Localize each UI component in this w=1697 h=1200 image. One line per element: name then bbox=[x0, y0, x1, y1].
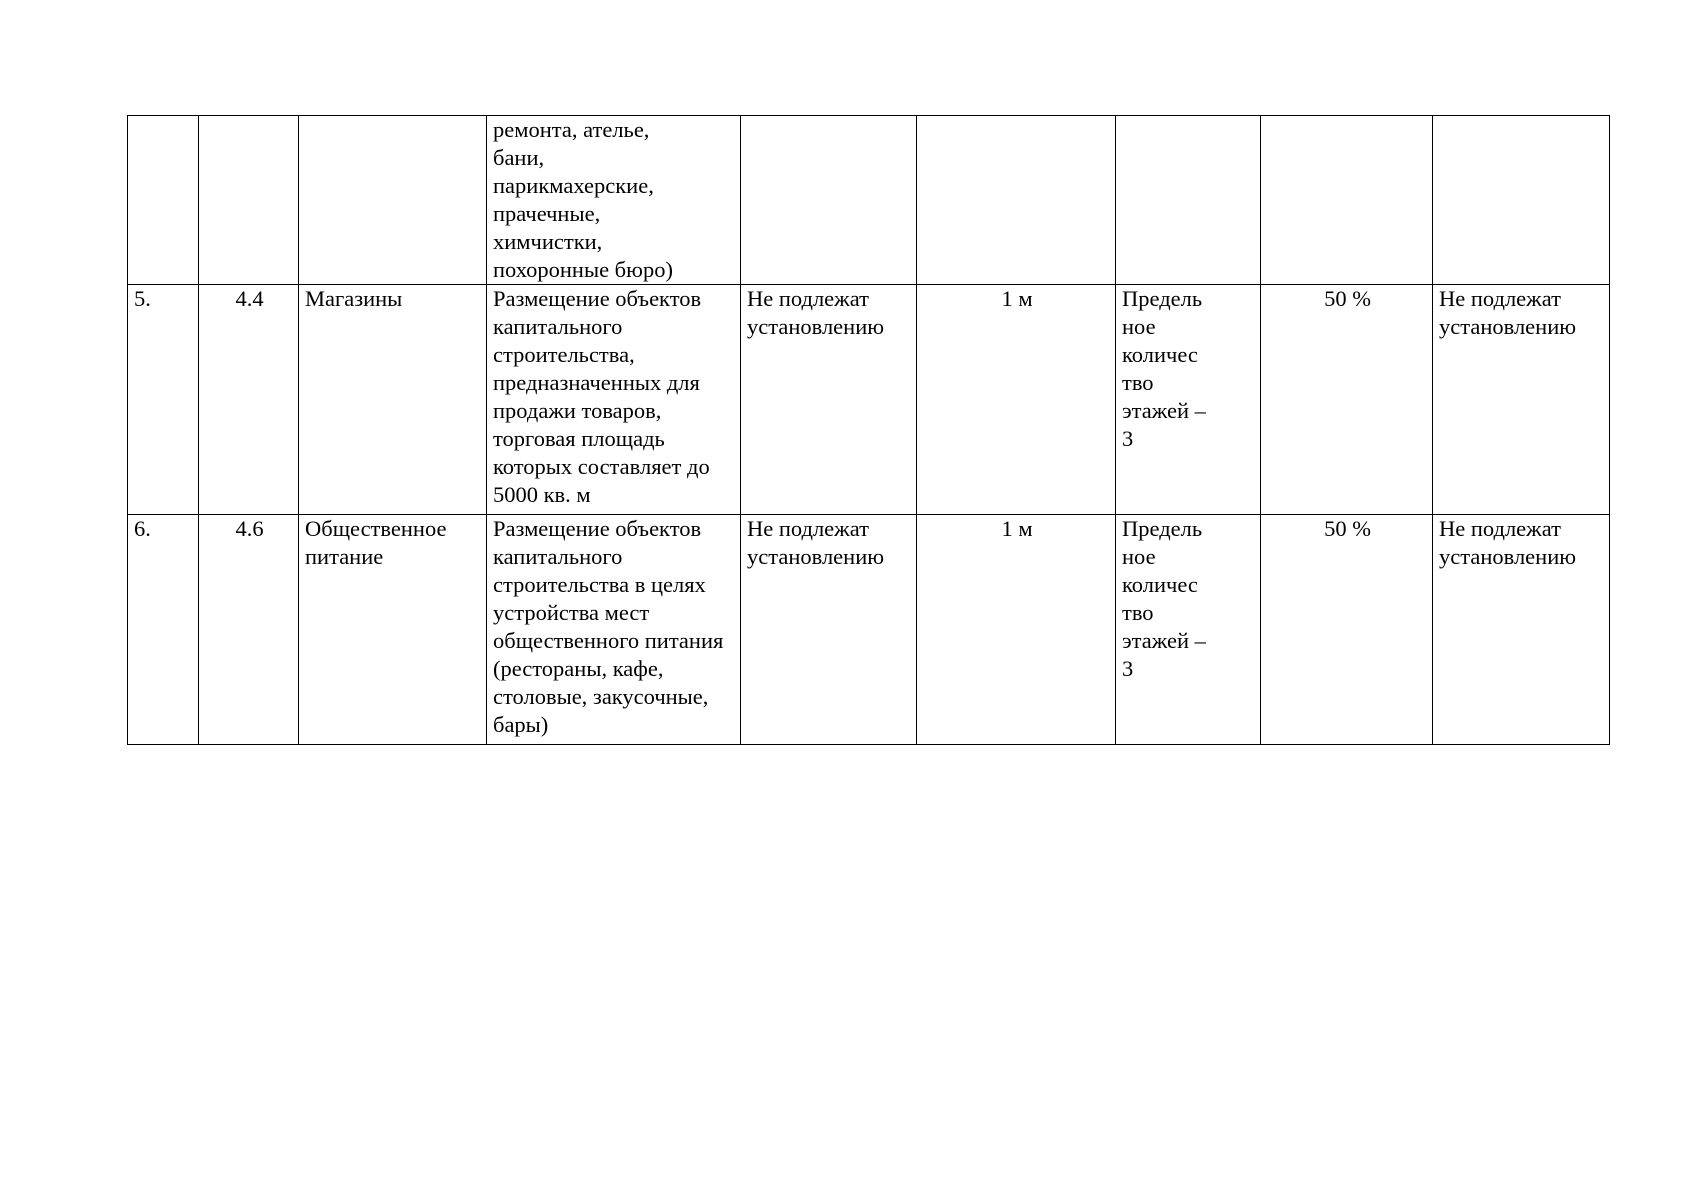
min-area-cell: Не подлежат установлению bbox=[741, 515, 917, 745]
regulations-table bbox=[127, 115, 1610, 745]
use-name-cell: Общественное питание bbox=[299, 515, 487, 745]
use-name-cell bbox=[299, 116, 487, 285]
table-row bbox=[128, 515, 1610, 745]
coverage-cell: 50 % bbox=[1261, 515, 1433, 745]
other-params-cell: Не подлежат установлению bbox=[1433, 285, 1610, 515]
other-params-cell: Не подлежат установлению bbox=[1433, 515, 1610, 745]
row-number-cell bbox=[128, 116, 199, 285]
setback-cell: 1 м bbox=[917, 515, 1116, 745]
use-name-cell: Магазины bbox=[299, 285, 487, 515]
use-description-cell: Размещение объектов капитального строительства в целях устройства мест общественного питания (рестораны, кафе, столовые, закусочные, бары) bbox=[487, 515, 741, 745]
table-row bbox=[128, 285, 1610, 515]
floors-cell: Предель ное количес тво этажей – 3 bbox=[1116, 285, 1261, 515]
coverage-cell: 50 % bbox=[1261, 285, 1433, 515]
row-number-cell: 5. bbox=[128, 285, 199, 515]
use-code-cell: 4.4 bbox=[199, 285, 299, 515]
floors-cell: Предель ное количес тво этажей – 3 bbox=[1116, 515, 1261, 745]
other-params-cell bbox=[1433, 116, 1610, 285]
min-area-cell bbox=[741, 116, 917, 285]
use-code-cell: 4.6 bbox=[199, 515, 299, 745]
floors-cell bbox=[1116, 116, 1261, 285]
coverage-cell bbox=[1261, 116, 1433, 285]
use-description-cell: Размещение объектов капитального строительства, предназначенных для продажи товаров, торговая площадь которых составляет до 5000 кв. м bbox=[487, 285, 741, 515]
use-code-cell bbox=[199, 116, 299, 285]
row-number-cell: 6. bbox=[128, 515, 199, 745]
min-area-cell: Не подлежат установлению bbox=[741, 285, 917, 515]
use-description-cell: ремонта, ателье, бани, парикмахерские, прачечные, химчистки, похоронные бюро) bbox=[487, 116, 741, 285]
setback-cell: 1 м bbox=[917, 285, 1116, 515]
table-row bbox=[128, 116, 1610, 285]
setback-cell bbox=[917, 116, 1116, 285]
